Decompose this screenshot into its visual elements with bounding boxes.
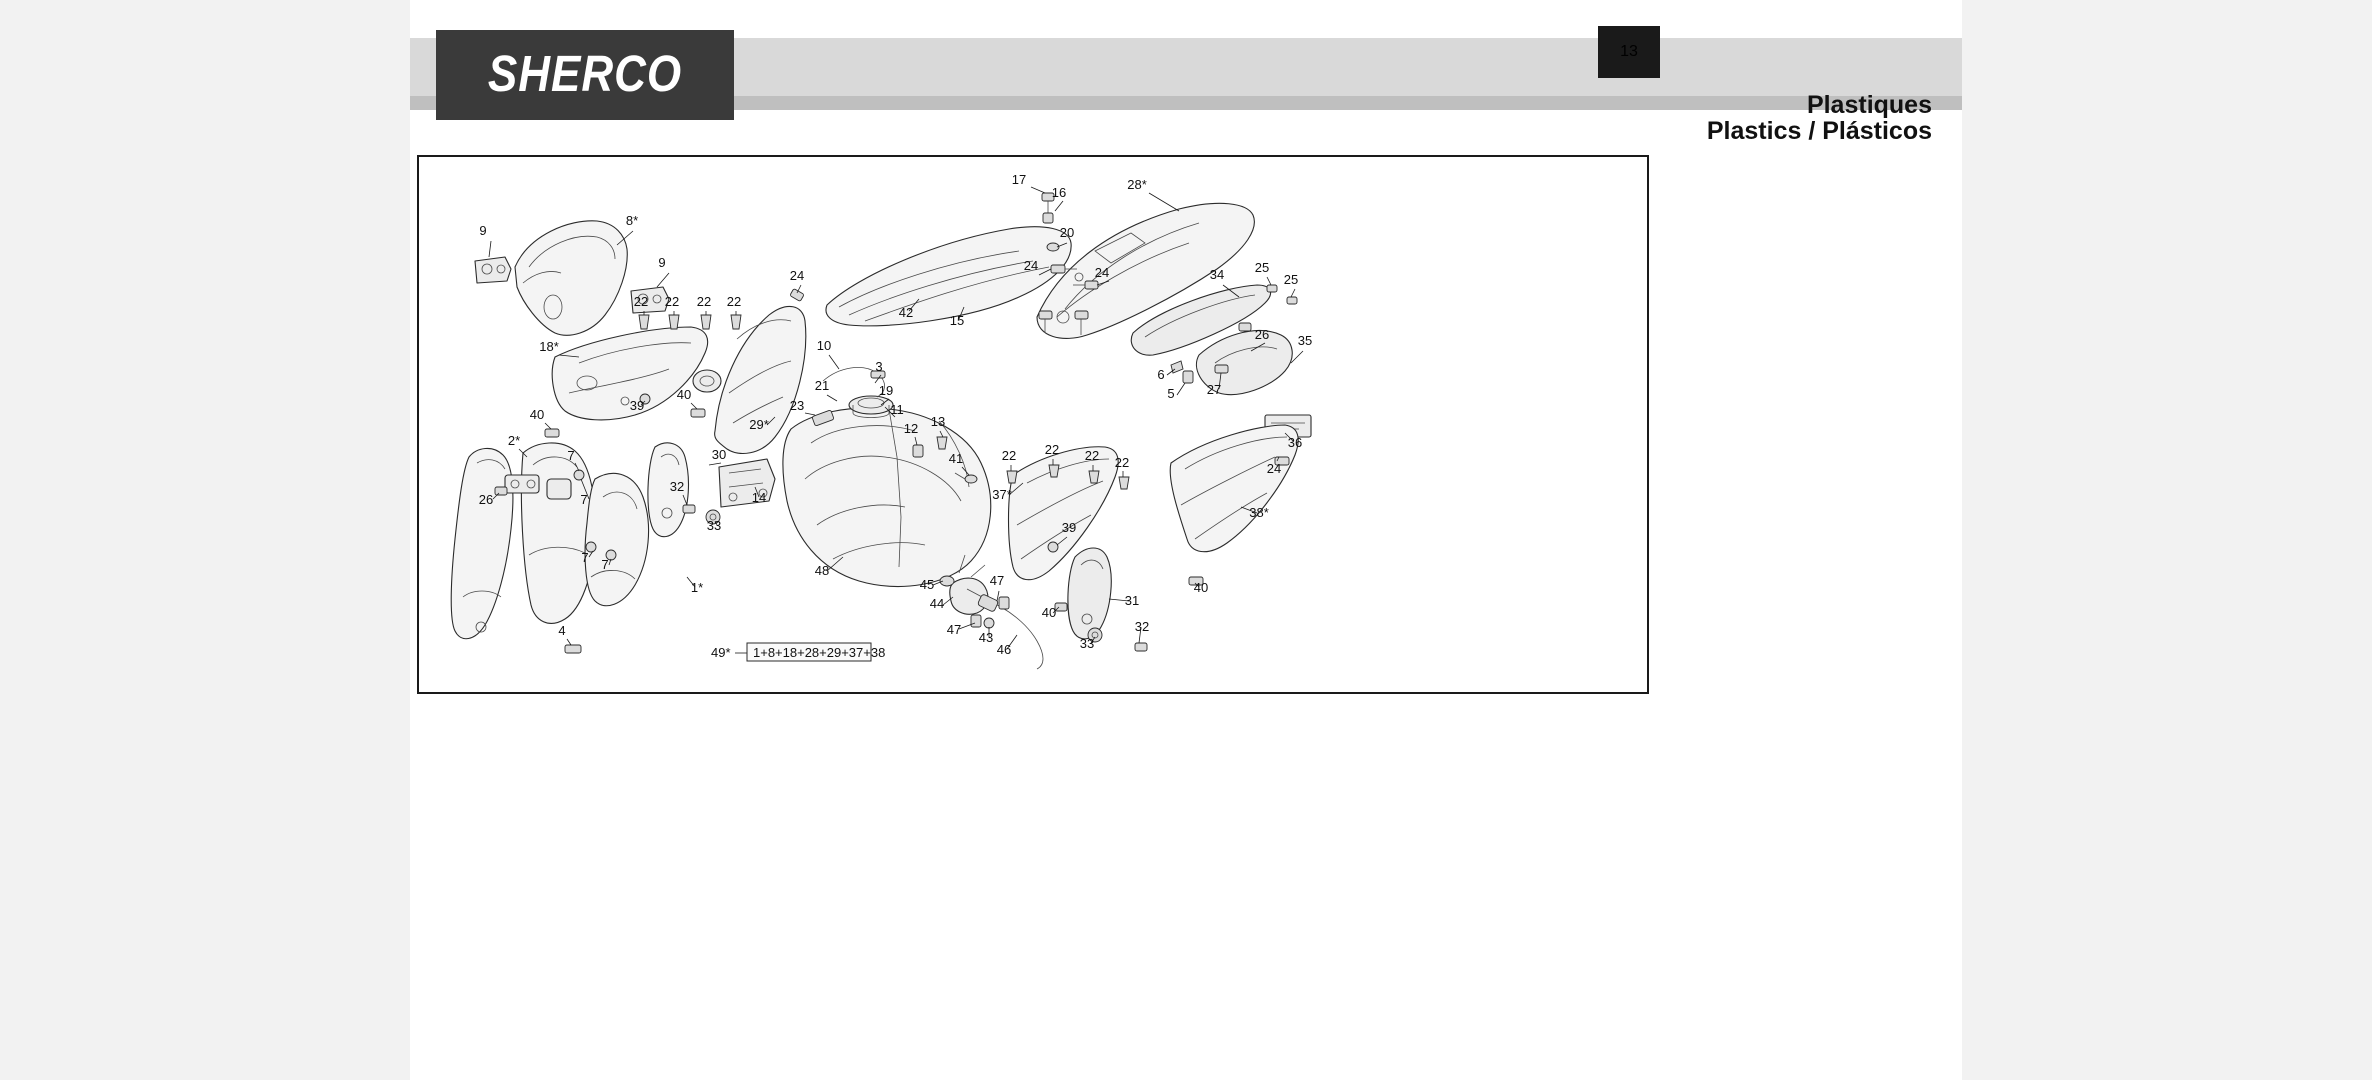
callout-22: 22	[1114, 455, 1130, 470]
catalog-page	[410, 0, 1962, 1080]
callout-39: 39	[629, 398, 645, 413]
bolt-22e	[1007, 471, 1017, 483]
callout-9: 9	[658, 255, 666, 270]
callout-7: 7	[567, 448, 575, 463]
callout-45: 45	[919, 577, 935, 592]
bolt-22d	[731, 315, 741, 329]
bolt-7a	[574, 470, 584, 480]
callout-16: 16	[1051, 185, 1067, 200]
callout-9: 9	[479, 223, 487, 238]
callout-5: 5	[1167, 386, 1175, 401]
callout-20: 20	[1059, 225, 1075, 240]
callout-40: 40	[1193, 580, 1209, 595]
callout-25: 25	[1254, 260, 1270, 275]
callout-32: 32	[669, 479, 685, 494]
brand-logo-text: SHERCO	[487, 46, 683, 103]
legend-ref: 49*	[711, 645, 731, 660]
callout-40: 40	[1041, 605, 1057, 620]
callout-17: 17	[1011, 172, 1027, 187]
callout-11: 11	[890, 402, 904, 417]
bolt-47b	[999, 597, 1009, 609]
callout-4: 4	[558, 623, 566, 638]
part-license-plate-support	[1131, 285, 1311, 437]
callout-6: 6	[1157, 367, 1165, 382]
callout-24: 24	[789, 268, 805, 283]
callout-7: 7	[601, 557, 609, 572]
callout-24: 24	[1023, 258, 1039, 273]
bolt-39b	[1048, 542, 1058, 552]
callout-8star: 8*	[625, 213, 639, 228]
callout-3: 3	[875, 359, 883, 374]
bolt-43	[984, 618, 994, 628]
callout-12: 12	[903, 421, 919, 436]
callout-22: 22	[726, 294, 742, 309]
bolt-26b	[495, 487, 507, 495]
page-title-secondary: Plastics / Plásticos	[1706, 117, 1932, 146]
callout-24: 24	[1094, 265, 1110, 280]
bolt-22f	[1049, 465, 1059, 477]
part-bracket-14	[719, 459, 775, 507]
callout-47: 47	[989, 573, 1005, 588]
bolt-40b	[691, 409, 705, 417]
callout-22: 22	[1001, 448, 1017, 463]
diagram-canvas	[419, 157, 1647, 692]
callout-27: 27	[1206, 382, 1222, 397]
bolt-40d	[1055, 603, 1067, 611]
bolt-22h	[1119, 477, 1129, 489]
callout-37star: 37*	[992, 487, 1012, 502]
exploded-parts-diagram	[417, 155, 1649, 694]
callout-28star: 28*	[1127, 177, 1147, 192]
callout-18star: 18*	[539, 339, 559, 354]
callout-33: 33	[706, 518, 722, 533]
bolt-4	[565, 645, 581, 653]
part-fork-guard	[521, 443, 648, 623]
callout-34: 34	[1209, 267, 1225, 282]
callout-31: 31	[1124, 593, 1140, 608]
part-bracket-9a	[475, 257, 511, 283]
bolt-13	[937, 437, 947, 449]
bolt-24e	[790, 289, 804, 302]
callout-26: 26	[478, 492, 494, 507]
bolt-32b	[1135, 643, 1147, 651]
callout-22: 22	[1084, 448, 1100, 463]
page-number-text: 13	[1620, 43, 1638, 60]
page-title-primary: Plastiques	[1806, 91, 1932, 119]
bolt-12	[913, 445, 923, 457]
callout-48: 48	[814, 563, 830, 578]
bolt-22c	[701, 315, 711, 329]
callout-46: 46	[996, 642, 1012, 657]
callout-22: 22	[696, 294, 712, 309]
callout-2star: 2*	[507, 433, 521, 448]
callout-40: 40	[676, 387, 692, 402]
callout-7: 7	[581, 550, 589, 565]
callout-10: 10	[816, 338, 832, 353]
callout-30: 30	[711, 447, 727, 462]
callout-22: 22	[633, 294, 649, 309]
callout-40: 40	[529, 407, 545, 422]
callout-7: 7	[580, 492, 588, 507]
bolt-5	[1183, 371, 1193, 383]
part-hose-guide-31	[1068, 548, 1111, 639]
callout-44: 44	[929, 596, 945, 611]
bolt-47a	[971, 615, 981, 627]
callout-25: 25	[1283, 272, 1299, 287]
part-seat	[826, 227, 1071, 326]
bolt-16	[1043, 213, 1053, 223]
part-headlight-mask	[515, 221, 627, 335]
callout-38star: 38*	[1249, 505, 1269, 520]
bolt-40a	[545, 429, 559, 437]
part-radiator-shroud-right	[1170, 425, 1298, 552]
bolt-26a	[1239, 323, 1251, 331]
callout-21: 21	[814, 378, 830, 393]
bolt-25a	[1267, 285, 1277, 292]
part-front-fender	[451, 448, 513, 638]
bolt-22a	[639, 315, 649, 329]
callout-29star: 29*	[749, 417, 769, 432]
callout-32: 32	[1134, 619, 1150, 634]
callout-47: 47	[946, 622, 962, 637]
callout-35: 35	[1297, 333, 1313, 348]
callout-22: 22	[664, 294, 680, 309]
callout-26: 26	[1254, 327, 1270, 342]
page-title	[1707, 92, 1932, 145]
callout-23: 23	[789, 398, 805, 413]
callout-36: 36	[1287, 435, 1303, 450]
callout-43: 43	[978, 630, 994, 645]
brand-logo	[436, 30, 734, 120]
legend-box	[711, 643, 885, 661]
legend-formula: 1+8+18+28+29+37+38	[753, 645, 886, 660]
callout-39: 39	[1061, 520, 1077, 535]
callout-14: 14	[751, 490, 767, 505]
bolt-27	[1215, 365, 1228, 373]
callout-41: 41	[948, 451, 964, 466]
callout-19: 19	[878, 383, 894, 398]
callout-22: 22	[1044, 442, 1060, 457]
bolt-22g	[1089, 471, 1099, 483]
bolt-25b	[1287, 297, 1297, 304]
part-fuel-tank	[783, 408, 991, 587]
bolt-6	[1171, 361, 1183, 373]
callout-42: 42	[898, 305, 914, 320]
bolt-22b	[669, 315, 679, 329]
callout-15: 15	[949, 313, 965, 328]
callout-24: 24	[1266, 461, 1282, 476]
part-grommet-10	[693, 370, 721, 392]
callout-13: 13	[930, 414, 946, 429]
bolt-32a	[683, 505, 695, 513]
page-number-badge	[1598, 26, 1660, 78]
callout-1star: 1*	[690, 580, 704, 595]
callout-33: 33	[1079, 636, 1095, 651]
